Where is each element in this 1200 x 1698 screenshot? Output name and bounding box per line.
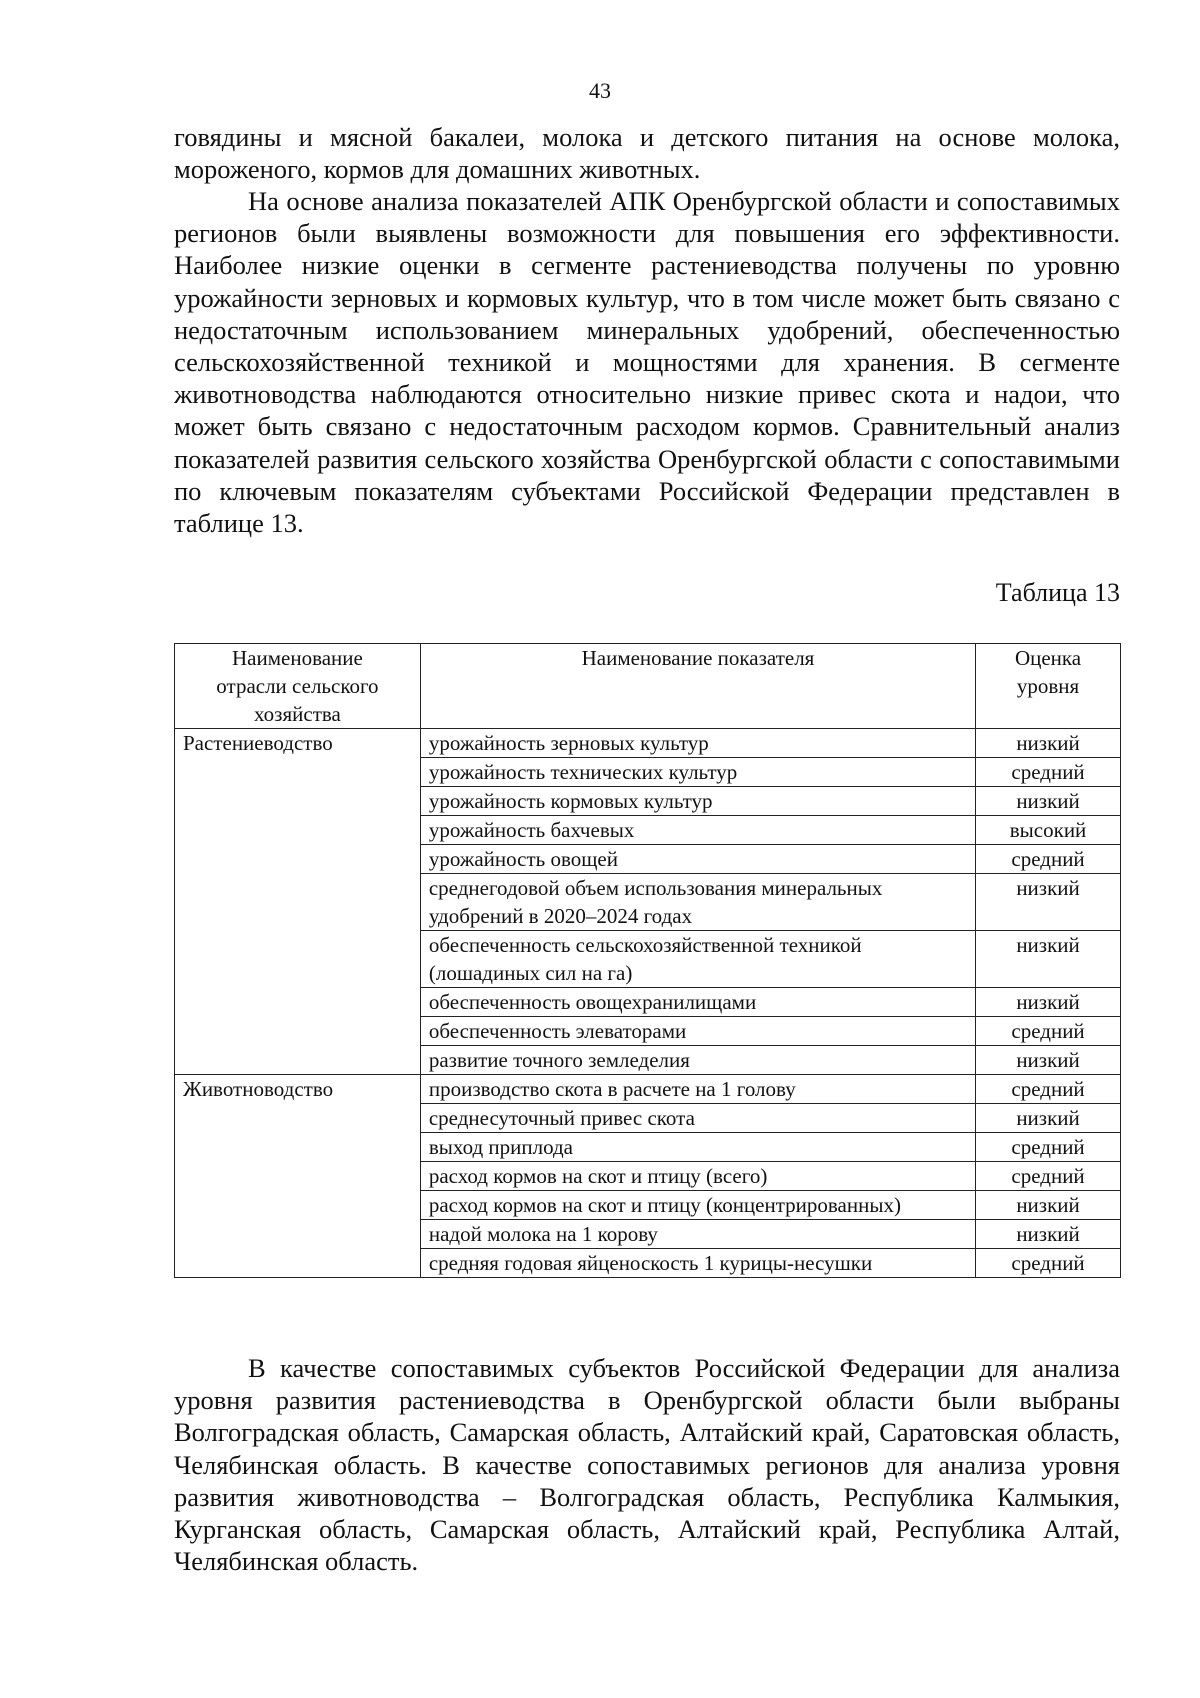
sector-livestock: Животноводство [175, 1075, 421, 1278]
sector-crop: Растениеводство [175, 729, 421, 1075]
level-cell: высокий [976, 816, 1121, 845]
level-cell: низкий [976, 729, 1121, 758]
level-cell: средний [976, 758, 1121, 787]
level-cell: низкий [976, 1104, 1121, 1133]
level-cell: средний [976, 1075, 1121, 1104]
level-cell: средний [976, 845, 1121, 874]
header-indicator: Наименование показателя [420, 644, 975, 729]
indicator-cell: производство скота в расчете на 1 голову [420, 1075, 975, 1104]
level-cell: низкий [976, 988, 1121, 1017]
indicator-cell: расход кормов на скот и птицу (концентрированных) [420, 1191, 975, 1220]
indicator-cell: урожайность кормовых культур [420, 787, 975, 816]
level-cell: средний [976, 1133, 1121, 1162]
indicator-cell: выход приплода [420, 1133, 975, 1162]
indicator-cell: среднегодовой объем использования минеральных удобрений в 2020–2024 годах [420, 874, 975, 931]
indicator-cell: надой молока на 1 корову [420, 1220, 975, 1249]
indicator-cell: развитие точного земледелия [420, 1046, 975, 1075]
table-row [175, 729, 1121, 758]
indicator-cell: обеспеченность элеваторами [420, 1017, 975, 1046]
indicator-cell: урожайность бахчевых [420, 816, 975, 845]
indicator-cell: обеспеченность сельскохозяйственной техникой (лошадиных сил на га) [420, 931, 975, 988]
paragraph-analysis: На основе анализа показателей АПК Оренбургской области и сопоставимых регионов были выявлены возможности для повышения его эффективности. Наиболее низкие оценки в сегменте растениеводства получены по уровню урожайности зерновых и кормовых культур, что в том числе может быть связано с недостаточным использованием минеральных удобрений, обеспеченностью сельскохозяйственной техникой и мощностями для хранения. В сегменте животноводства наблюдаются относительно низкие привес скота и надои, что может быть связано с недостаточным расходом кормов. Сравнительный анализ показателей развития сельского хозяйства Оренбургской области с сопоставимыми по ключевым показателям субъектами Российской Федерации представлен в таблице 13. [174, 186, 1120, 539]
level-cell: средний [976, 1162, 1121, 1191]
indicators-table [174, 643, 1121, 1278]
indicator-cell: среднесуточный привес скота [420, 1104, 975, 1133]
level-cell: низкий [976, 787, 1121, 816]
table-row [175, 1075, 1121, 1104]
indicator-cell: урожайность зерновых культур [420, 729, 975, 758]
paragraph-continuation: говядины и мясной бакалеи, молока и детского питания на основе молока, мороженого, кормов для домашних животных. [174, 122, 1120, 185]
level-cell: низкий [976, 1191, 1121, 1220]
level-cell: низкий [976, 874, 1121, 931]
level-cell: низкий [976, 931, 1121, 988]
paragraph-comparable-regions: В качестве сопоставимых субъектов Российской Федерации для анализа уровня развития растениеводства в Оренбургской области были выбраны Волгоградская область, Самарская область, Алтайский край, Саратовская область, Челябинская область. В качестве сопоставимых регионов для анализа уровня развития животноводства – Волгоградская область, Республика Калмыкия, Курганская область, Самарская область, Алтайский край, Республика Алтай, Челябинская область. [174, 1353, 1120, 1577]
indicator-cell: урожайность технических культур [420, 758, 975, 787]
indicator-cell: урожайность овощей [420, 845, 975, 874]
header-sector: Наименование отрасли сельского хозяйства [175, 644, 421, 729]
level-cell: низкий [976, 1046, 1121, 1075]
level-cell: низкий [976, 1220, 1121, 1249]
table-header-row [175, 644, 1121, 729]
indicator-cell: средняя годовая яйценоскость 1 курицы-несушки [420, 1249, 975, 1278]
table-caption: Таблица 13 [995, 578, 1120, 607]
page-number: 43 [589, 78, 611, 103]
indicator-cell: обеспеченность овощехранилищами [420, 988, 975, 1017]
header-level: Оценка уровня [976, 644, 1121, 729]
level-cell: средний [976, 1017, 1121, 1046]
level-cell: средний [976, 1249, 1121, 1278]
indicator-cell: расход кормов на скот и птицу (всего) [420, 1162, 975, 1191]
